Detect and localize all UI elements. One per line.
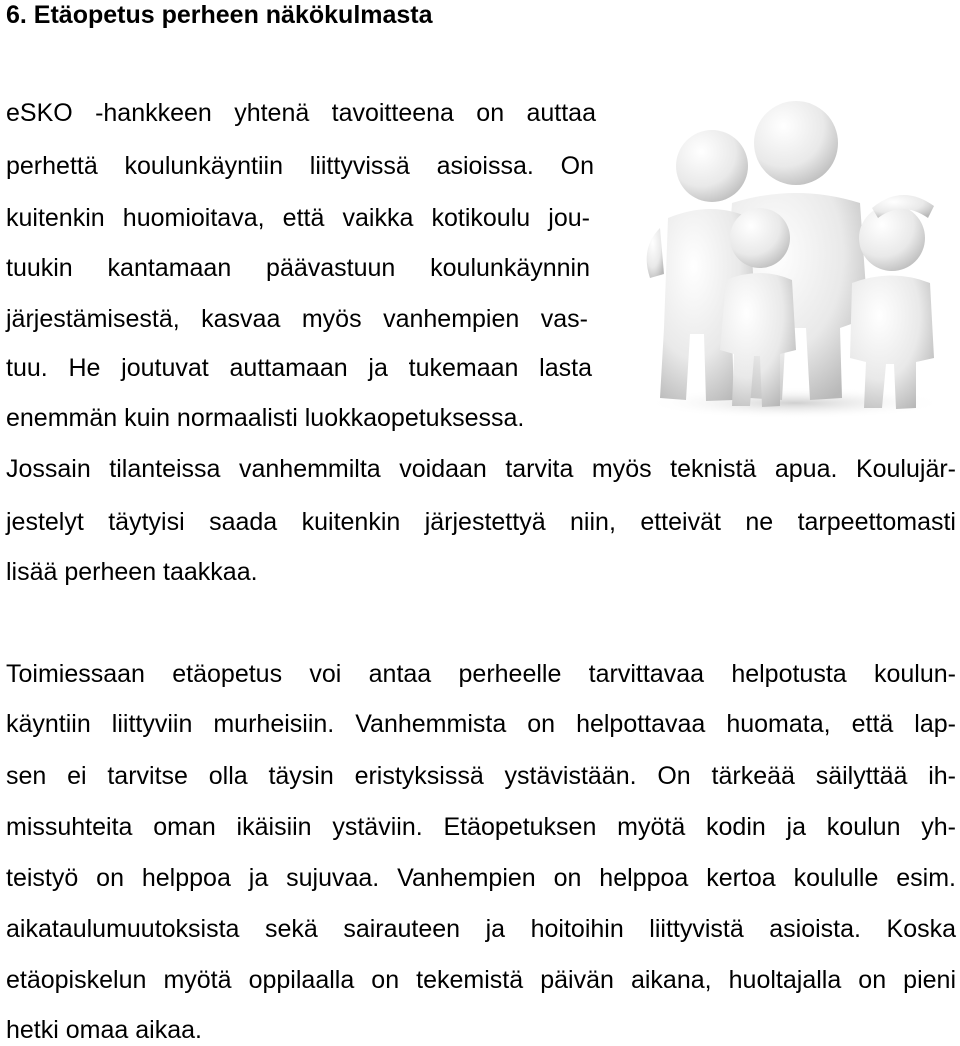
paragraph-2-line-7: etäopiskelun myötä oppilaalla on tekemistä päivän aikana, huoltajalla on pieni bbox=[6, 966, 956, 994]
paragraph-2-line-3: sen ei tarvitse olla täysin eristyksissä ystävistään. On tärkeää säilyttää ih- bbox=[6, 762, 956, 790]
paragraph-2-line-1: Toimiessaan etäopetus voi antaa perheelle tarvittavaa helpotusta koulun- bbox=[6, 660, 956, 688]
paragraph-1-line-2: perhettä koulunkäyntiin liittyvissä asioissa. On bbox=[6, 152, 594, 180]
paragraph-1-line-6: tuu. He joutuvat auttamaan ja tukemaan lasta bbox=[6, 354, 592, 382]
paragraph-1-line-7: enemmän kuin normaalisti luokkaopetuksessa. bbox=[6, 404, 525, 432]
paragraph-1-line-10: lisää perheen taakkaa. bbox=[6, 558, 258, 586]
paragraph-2-line-2: käyntiin liittyviin murheisiin. Vanhemmista on helpottavaa huomata, että lap- bbox=[6, 710, 956, 738]
paragraph-2-line-4: missuhteita oman ikäisiin ystäviin. Etäopetuksen myötä kodin ja koulun yh- bbox=[6, 813, 956, 841]
paragraph-1-line-8: Jossain tilanteissa vanhemmilta voidaan tarvita myös teknistä apua. Koulujär- bbox=[6, 455, 956, 483]
paragraph-2-line-5: teistyö on helppoa ja sujuvaa. Vanhempien on helppoa kertoa koululle esim. bbox=[6, 864, 956, 892]
paragraph-1-line-3: kuitenkin huomioitava, että vaikka kotikoulu jou- bbox=[6, 204, 590, 232]
family-figure-image bbox=[620, 88, 960, 418]
family-figure-illustration bbox=[620, 88, 960, 418]
paragraph-1-line-5: järjestämisestä, kasvaa myös vanhempien vas- bbox=[6, 305, 588, 333]
section-heading: 6. Etäopetus perheen näkökulmasta bbox=[6, 1, 433, 29]
paragraph-2-line-6: aikataulumuutoksista sekä sairauteen ja hoitoihin liittyvistä asioista. Koska bbox=[6, 915, 956, 943]
paragraph-2-line-8: hetki omaa aikaa. bbox=[6, 1016, 202, 1044]
paragraph-1-line-4: tuukin kantamaan päävastuun koulunkäynnin bbox=[6, 254, 590, 282]
paragraph-1-line-9: jestelyt täytyisi saada kuitenkin järjestettyä niin, etteivät ne tarpeettomasti bbox=[6, 508, 956, 536]
paragraph-1-line-1: eSKO -hankkeen yhtenä tavoitteena on auttaa bbox=[6, 99, 596, 127]
